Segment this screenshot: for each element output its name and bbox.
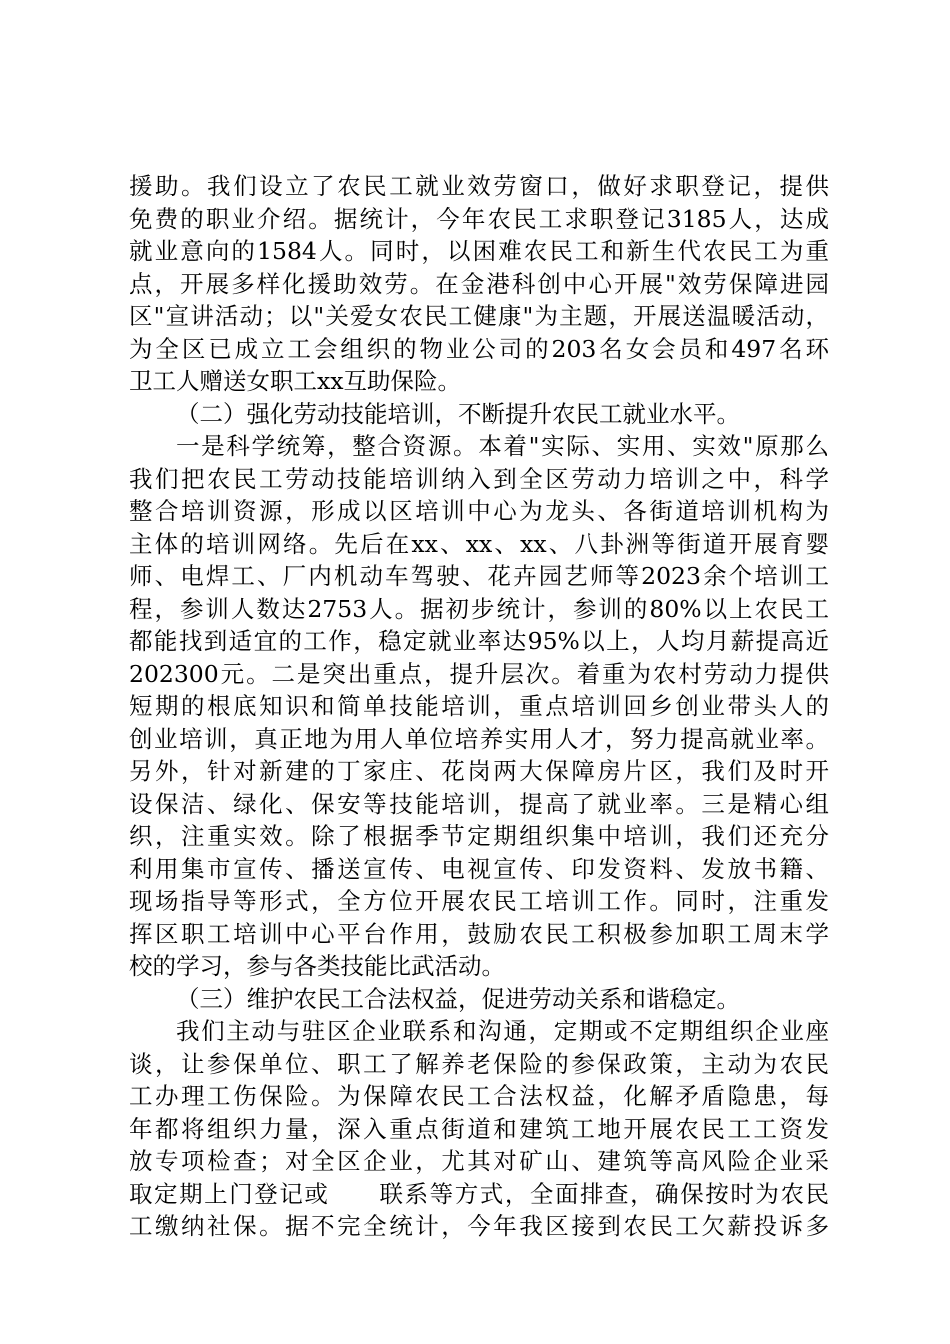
text-line: 202300元。二是突出重点，提升层次。着重为农村劳动力提供 (129, 659, 829, 688)
text-line: 现场指导等形式，全方位开展农民工培训工作。同时，注重发 (129, 887, 829, 915)
text-line: 就业意向的1584人。同时，以困难农民工和新生代农民工为重 (129, 237, 829, 265)
text-line: 整合培训资源，形成以区培训中心为龙头、各街道培训机构为 (129, 497, 829, 525)
text-line: 工缴纳社保。据不完全统计，今年我区接到农民工欠薪投诉多 (129, 1212, 829, 1240)
text-line: 利用集市宣传、播送宣传、电视宣传、印发资料、发放书籍、 (129, 854, 829, 883)
text-line: 取定期上门登记或 联系等方式，全面排查，确保按时为农民 (129, 1179, 829, 1208)
text-line: 另外，针对新建的丁家庄、花岗两大保障房片区，我们及时开 (129, 757, 829, 785)
text-line: 援助。我们设立了农民工就业效劳窗口，做好求职登记，提供 (129, 172, 829, 200)
text-line: 我们主动与驻区企业联系和沟通，定期或不定期组织企业座 (176, 1017, 829, 1045)
text-line: 年都将组织力量，深入重点街道和建筑工地开展农民工工资发 (129, 1114, 829, 1143)
section-heading: （二）强化劳动技能培训，不断提升农民工就业水平。 (176, 399, 740, 428)
text-line: 放专项检查；对全区企业，尤其对矿山、建筑等高风险企业采 (129, 1147, 829, 1175)
text-line: 免费的职业介绍。据统计，今年农民工求职登记3185人，达成 (129, 204, 829, 233)
text-line: 设保洁、绿化、保安等技能培训，提高了就业率。三是精心组 (129, 789, 829, 818)
section-heading: （三）维护农民工合法权益，促进劳动关系和谐稳定。 (176, 984, 740, 1013)
text-line: 为全区已成立工会组织的物业公司的203名女会员和497名环 (129, 334, 829, 363)
text-line: 区"宣讲活动；以"关爱女农民工健康"为主题，开展送温暖活动， (129, 302, 829, 330)
text-line: 谈，让参保单位、职工了解养老保险的参保政策，主动为农民 (129, 1049, 829, 1078)
text-line: 创业培训，真正地为用人单位培养实用人才，努力提高就业率。 (129, 724, 829, 753)
text-line: 师、电焊工、厂内机动车驾驶、花卉园艺师等2023余个培训工 (129, 562, 829, 590)
text-line: 我们把农民工劳动技能培训纳入到全区劳动力培训之中，科学 (129, 464, 829, 493)
text-line: 短期的根底知识和简单技能培训，重点培训回乡创业带头人的 (129, 692, 829, 720)
text-line: 挥区职工培训中心平台作用，鼓励农民工积极参加职工周末学 (129, 919, 829, 948)
document-body (129, 170, 829, 1243)
text-line: 织，注重实效。除了根据季节定期组织集中培训，我们还充分 (129, 822, 829, 850)
text-line: 卫工人赠送女职工xx互助保险。 (129, 367, 462, 395)
text-line: 点，开展多样化援助效劳。在金港科创中心开展"效劳保障进园 (129, 269, 829, 298)
text-line: 都能找到适宜的工作，稳定就业率达95%以上，人均月薪提高近 (129, 627, 829, 655)
text-line: 主体的培训网络。先后在xx、xx、xx、八卦洲等街道开展育婴 (129, 529, 829, 558)
text-line: 程，参训人数达2753人。据初步统计，参训的80%以上农民工 (129, 594, 829, 623)
text-line: 工办理工伤保险。为保障农民工合法权益，化解矛盾隐患，每 (129, 1082, 829, 1110)
text-line: 一是科学统筹，整合资源。本着"实际、实用、实效"原那么 (176, 432, 829, 460)
text-line: 校的学习，参与各类技能比武活动。 (129, 952, 505, 980)
